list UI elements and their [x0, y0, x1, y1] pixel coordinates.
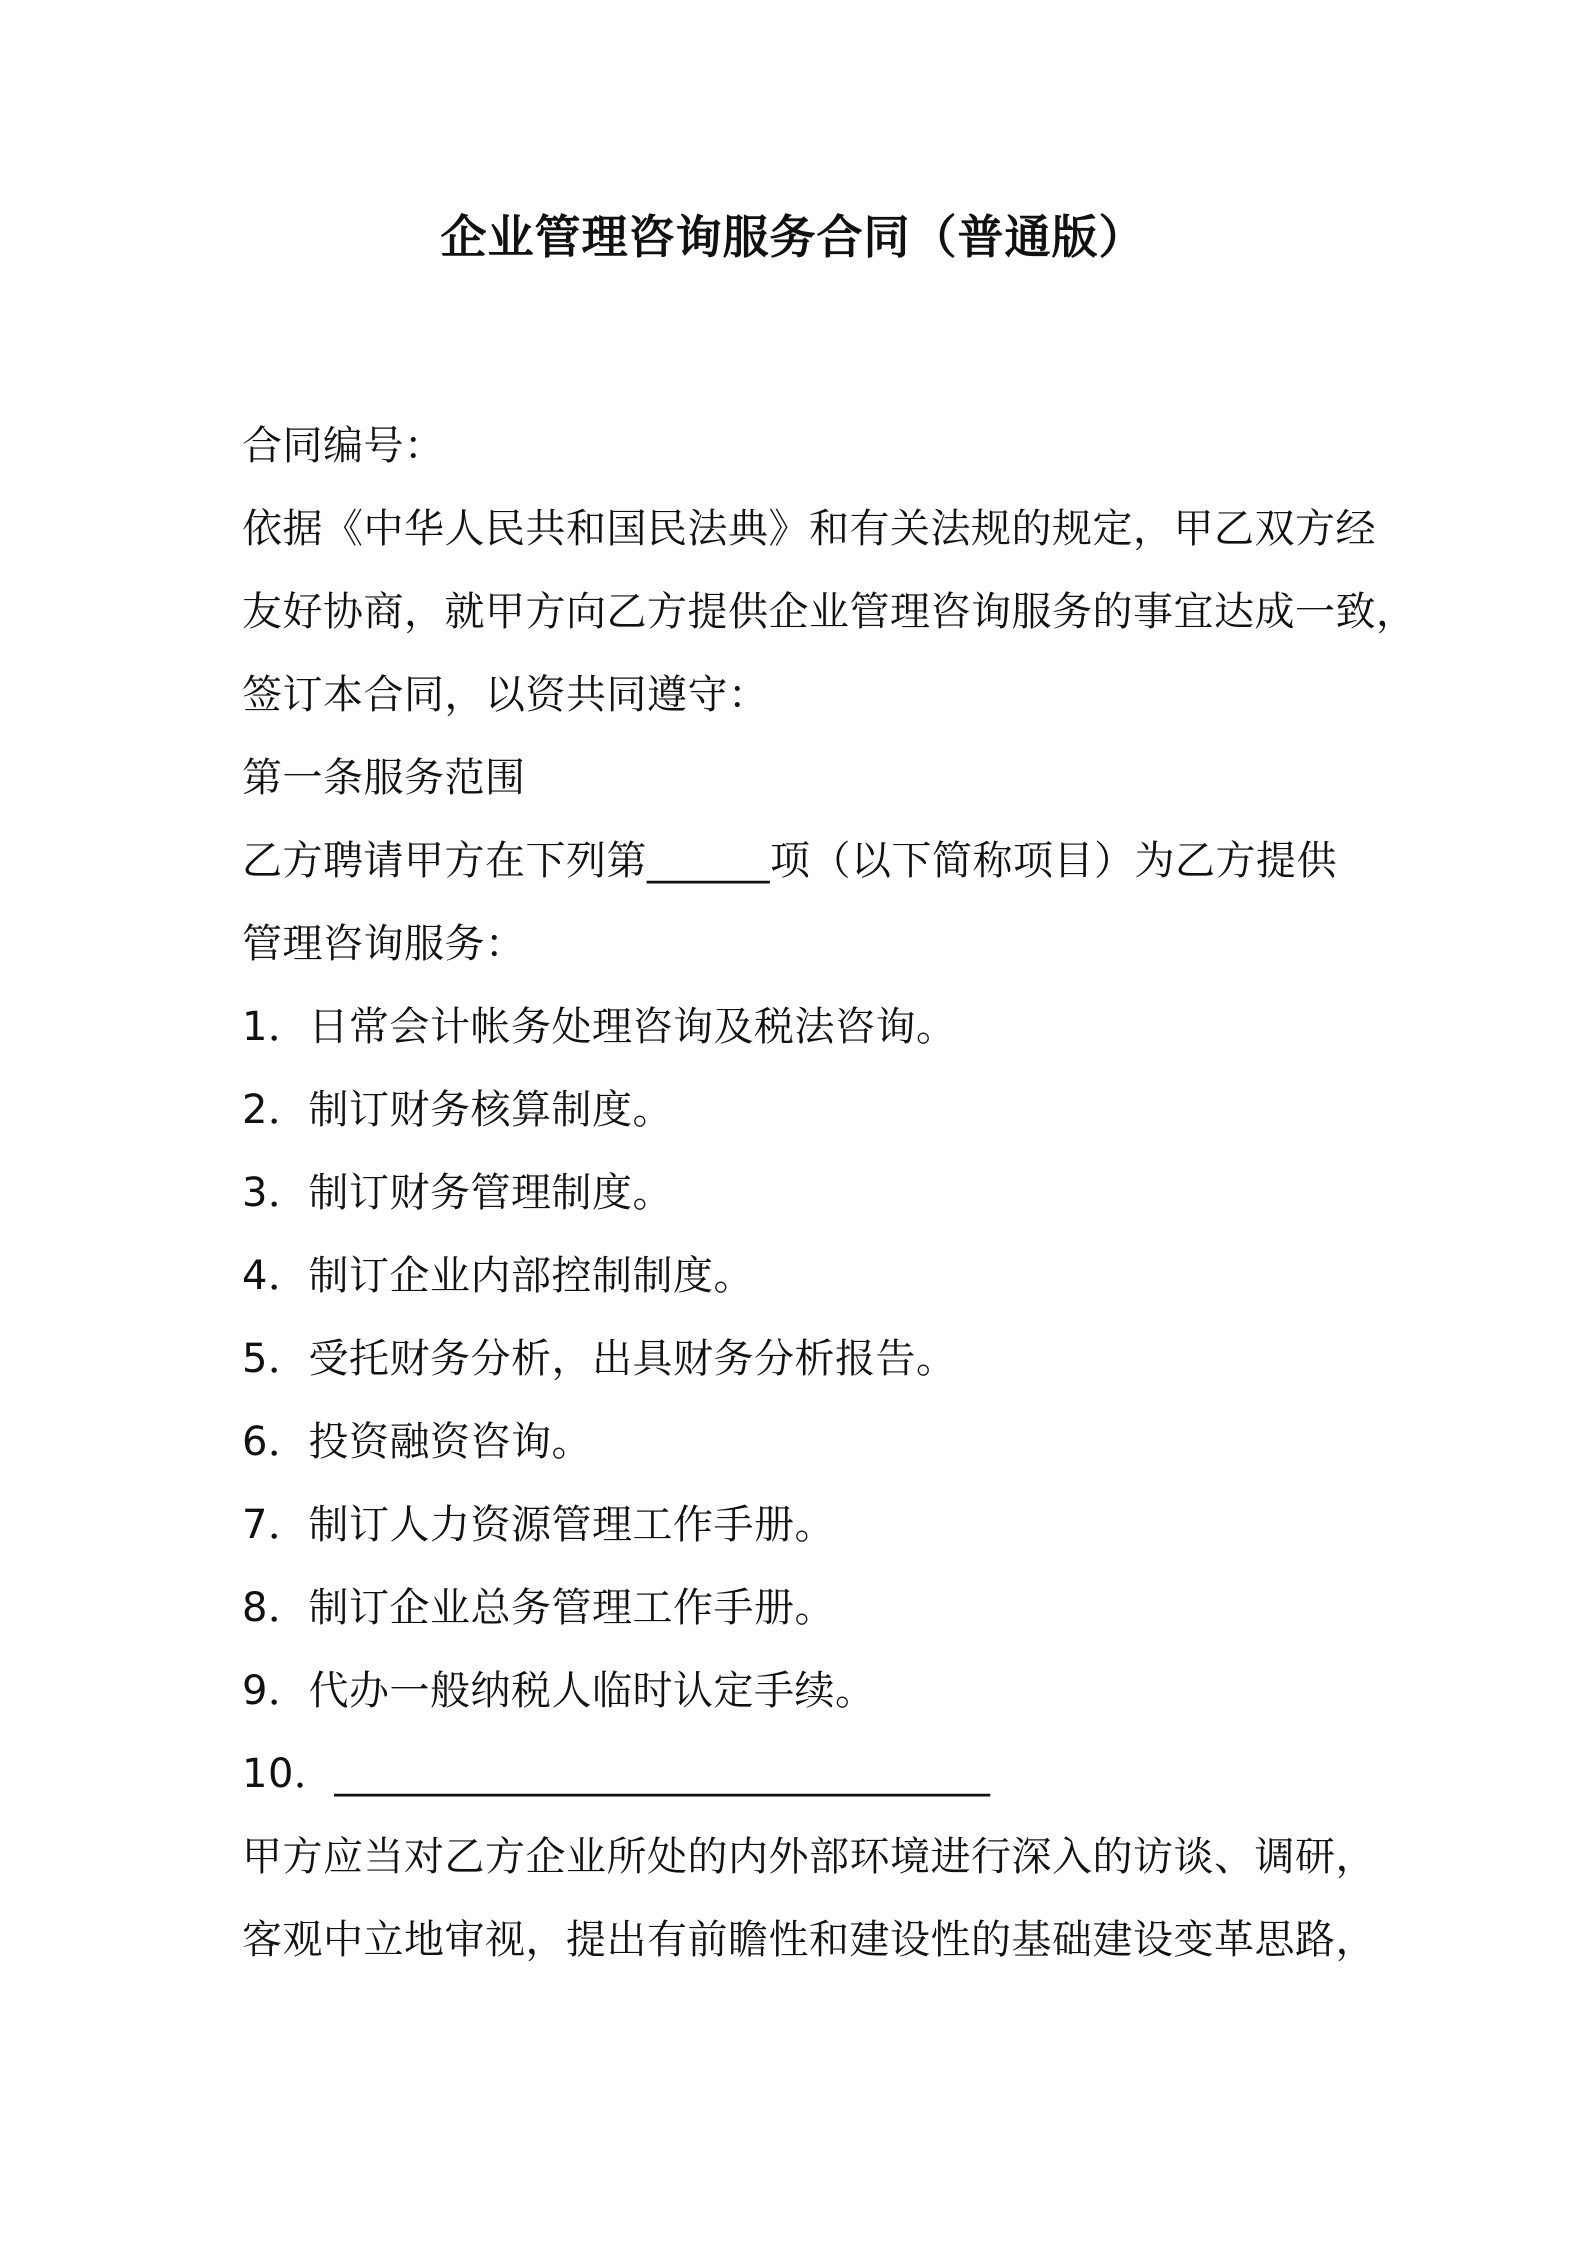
list-item: 5．受托财务分析，出具财务分析报告。: [242, 1336, 957, 1382]
list-item: 4．制订企业内部控制制度。: [242, 1253, 754, 1299]
paragraph-line: 乙方聘请甲方在下列第______项（以下简称项目）为乙方提供: [242, 838, 1337, 884]
paragraph-line: 客观中立地审视，提出有前瞻性和建设性的基础建设变革思路，: [242, 1917, 1376, 1963]
paragraph-line: 签订本合同，以资共同遵守：: [242, 672, 769, 718]
list-item: 7．制订人力资源管理工作手册。: [242, 1502, 835, 1548]
list-item: 1．日常会计帐务处理咨询及税法咨询。: [242, 1004, 957, 1050]
document-body: [242, 405, 1422, 1982]
list-item: 3．制订财务管理制度。: [242, 1170, 673, 1216]
list-item-blank: 10．________________________________: [242, 1751, 991, 1797]
list-item: 9．代办一般纳税人临时认定手续。: [242, 1668, 876, 1714]
paragraph-line: 甲方应当对乙方企业所处的内外部环境进行深入的访谈、调研，: [242, 1834, 1376, 1880]
contract-number-line: 合同编号：: [242, 423, 445, 469]
list-item: 2．制订财务核算制度。: [242, 1087, 673, 1133]
list-item: 8．制订企业总务管理工作手册。: [242, 1585, 835, 1631]
list-item: 6．投资融资咨询。: [242, 1419, 592, 1465]
paragraph-line: 依据《中华人民共和国民法典》和有关法规的规定，甲乙双方经: [242, 506, 1376, 552]
paragraph-line: 管理咨询服务：: [242, 921, 526, 967]
paragraph-line: 友好协商，就甲方向乙方提供企业管理咨询服务的事宜达成一致，: [242, 589, 1417, 635]
section-heading: 第一条服务范围: [242, 755, 526, 801]
document-title: 企业管理咨询服务合同（普通版）: [440, 210, 1146, 264]
